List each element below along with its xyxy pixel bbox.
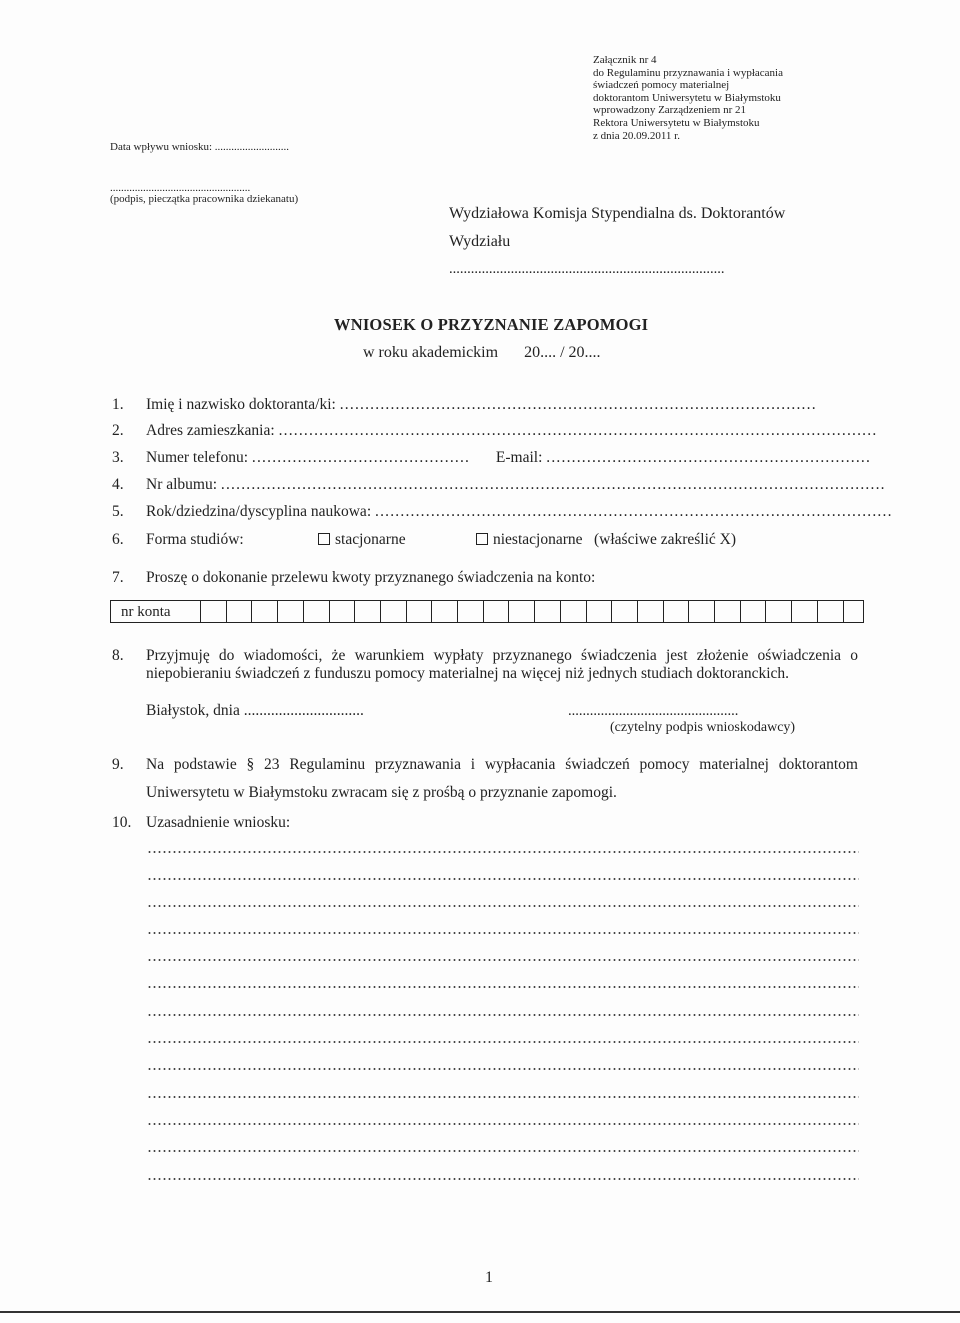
full-time-checkbox[interactable]	[318, 533, 330, 545]
account-digit-cell[interactable]	[637, 600, 638, 623]
option-part-time[interactable]	[476, 531, 583, 549]
field-name	[112, 396, 817, 414]
field-number: 10.	[112, 814, 132, 831]
field-album	[112, 476, 886, 494]
field-request	[112, 756, 146, 774]
academic-year-label: w roku akademickim	[363, 344, 499, 361]
album-input[interactable]: ...................................................................................................................................	[220, 476, 886, 493]
field-number: 5.	[112, 503, 124, 520]
receipt-date-label: Data wpływu wniosku:	[110, 141, 215, 153]
justification-line[interactable]	[147, 1150, 859, 1152]
form-title: WNIOSEK O PRZYZNANIE ZAPOMOGI	[334, 315, 649, 334]
field-form-of-study	[112, 531, 244, 549]
account-digit-cell[interactable]	[843, 600, 844, 623]
page-number: 1	[485, 1269, 493, 1286]
addressee-faculty-label: Wydziału	[449, 233, 511, 250]
justification-line[interactable]	[147, 1014, 859, 1016]
justification-line[interactable]	[147, 905, 859, 907]
account-digit-cell[interactable]	[817, 600, 818, 623]
field-phone-email	[112, 449, 872, 467]
account-digit-cell[interactable]	[251, 600, 252, 623]
annex-line: świadczeń pomocy materialnej	[593, 79, 730, 92]
field-label: Rok/dziedzina/dyscyplina naukowa:	[146, 503, 375, 520]
place-date-field[interactable]: ...............................	[243, 702, 364, 719]
applicant-signature-caption: (czytelny podpis wnioskodawcy)	[610, 720, 796, 735]
staff-signature-caption: (podpis, pieczątka pracownika dziekanatu)	[110, 193, 299, 205]
addressee-faculty-field[interactable]: ............................................................................	[449, 261, 725, 277]
academic-year-field[interactable]: 20.... / 20....	[524, 344, 601, 361]
transfer-text: Proszę o dokonanie przelewu kwoty przyznanego świadczenia na konto:	[146, 569, 596, 586]
justification-line[interactable]	[147, 1123, 859, 1125]
account-digit-cell[interactable]	[534, 600, 535, 623]
phone-input[interactable]: ...........................................	[251, 449, 471, 466]
justification-line[interactable]	[147, 878, 859, 880]
justification-label: Uzasadnienie wniosku:	[146, 814, 291, 831]
justification-line[interactable]	[147, 1068, 859, 1070]
justification-line[interactable]	[147, 1096, 859, 1098]
field-declaration	[112, 647, 146, 665]
account-digit-cell[interactable]	[508, 600, 509, 623]
account-number-label: nr konta	[121, 604, 171, 620]
field-transfer	[112, 569, 595, 587]
receipt-date	[110, 141, 289, 154]
justification-line[interactable]	[147, 851, 859, 853]
annex-line: wprowadzony Zarządzeniem nr 21	[593, 104, 747, 117]
staff-signature-field[interactable]: ...................................................	[110, 182, 251, 194]
field-number: 4.	[112, 476, 124, 493]
account-digit-cell[interactable]	[586, 600, 587, 623]
account-digit-cell[interactable]	[765, 600, 766, 623]
annex-line: do Regulaminu przyznawania i wypłacania	[593, 66, 783, 79]
field-number: 9.	[112, 756, 124, 773]
account-digit-cell[interactable]	[406, 600, 407, 623]
account-digit-cell[interactable]	[483, 600, 484, 623]
account-digit-cell[interactable]	[200, 600, 201, 623]
field-label: Nr albumu:	[146, 476, 221, 493]
account-digit-cell[interactable]	[714, 600, 715, 623]
email-input[interactable]: ................................................................	[546, 449, 872, 466]
field-number: 8.	[112, 647, 124, 664]
justification-line[interactable]	[147, 959, 859, 961]
discipline-input[interactable]: ......................................................................................................	[375, 503, 893, 520]
receipt-date-field[interactable]: ...........................	[214, 141, 290, 153]
bottom-rule	[0, 1311, 960, 1313]
part-time-checkbox[interactable]	[476, 533, 488, 545]
account-digit-cell[interactable]	[431, 600, 432, 623]
account-digit-cell[interactable]	[457, 600, 458, 623]
full-time-label: stacjonarne	[335, 531, 406, 548]
account-digit-cell[interactable]	[277, 600, 278, 623]
account-digit-cell[interactable]	[791, 600, 792, 623]
field-label: Imię i nazwisko doktoranta/ki:	[146, 396, 340, 413]
field-number: 1.	[112, 396, 124, 413]
field-label: Forma studiów:	[146, 531, 244, 548]
field-address	[112, 422, 878, 440]
declaration-line-2: niepobieraniu świadczeń z funduszu pomocy materialnej na więcej niż jednych studiach doktoranckich.	[146, 665, 790, 682]
field-number: 2.	[112, 422, 124, 439]
option-full-time[interactable]	[318, 531, 406, 549]
annex-note	[593, 54, 783, 142]
address-input[interactable]: ......................................................................................................................	[278, 422, 878, 439]
account-digit-cell[interactable]	[611, 600, 612, 623]
account-digit-cell[interactable]	[226, 600, 227, 623]
account-number-box[interactable]	[110, 600, 864, 623]
account-digit-cell[interactable]	[380, 600, 381, 623]
justification-line[interactable]	[147, 986, 859, 988]
annex-line: doktorantom Uniwersytetu w Białymstoku	[593, 91, 781, 104]
account-digit-cell[interactable]	[354, 600, 355, 623]
account-digit-cell[interactable]	[560, 600, 561, 623]
field-number: 7.	[112, 569, 124, 586]
request-line-1: Na podstawie § 23 Regulaminu przyznawania i wypłacania świadczeń pomocy materialnej doktorantom	[146, 756, 858, 773]
annex-line: Załącznik nr 4	[593, 54, 657, 66]
justification-line[interactable]	[147, 932, 859, 934]
justification-line[interactable]	[147, 1041, 859, 1043]
justification-line[interactable]	[147, 1178, 859, 1180]
part-time-label: niestacjonarne	[493, 531, 583, 548]
place-date-label: Białystok, dnia	[146, 702, 244, 719]
declaration-line-1: Przyjmuję do wiadomości, że warunkiem wypłaty przyznanego świadczenia jest złożenie oświadczenia o	[146, 647, 858, 664]
field-number: 3.	[112, 449, 124, 466]
field-justification	[112, 814, 290, 832]
request-line-2: Uniwersytetu w Białymstoku zwracam się z prośbą o przyznanie zapomogi.	[146, 784, 617, 801]
field-label: Adres zamieszkania:	[146, 422, 279, 439]
form-of-study-note: (właściwe zakreślić X)	[594, 531, 737, 548]
field-number: 6.	[112, 531, 124, 548]
account-digit-cell[interactable]	[329, 600, 330, 623]
account-digit-cell[interactable]	[303, 600, 304, 623]
place-date	[146, 702, 364, 720]
account-digit-cell[interactable]	[740, 600, 741, 623]
account-digit-cell[interactable]	[663, 600, 664, 623]
applicant-signature-field[interactable]: ...............................................	[568, 703, 739, 719]
addressee-committee: Wydziałowa Komisja Stypendialna ds. Doktorantów	[449, 205, 786, 222]
field-label: Numer telefonu:	[146, 449, 252, 466]
email-label: E-mail:	[495, 449, 547, 466]
account-digit-cell[interactable]	[688, 600, 689, 623]
annex-line: Rektora Uniwersytetu w Białymstoku	[593, 116, 760, 129]
name-input[interactable]: ..............................................................................................	[339, 396, 817, 413]
field-year-discipline	[112, 503, 893, 521]
academic-year	[363, 344, 601, 362]
annex-line: z dnia 20.09.2011 r.	[593, 129, 680, 142]
